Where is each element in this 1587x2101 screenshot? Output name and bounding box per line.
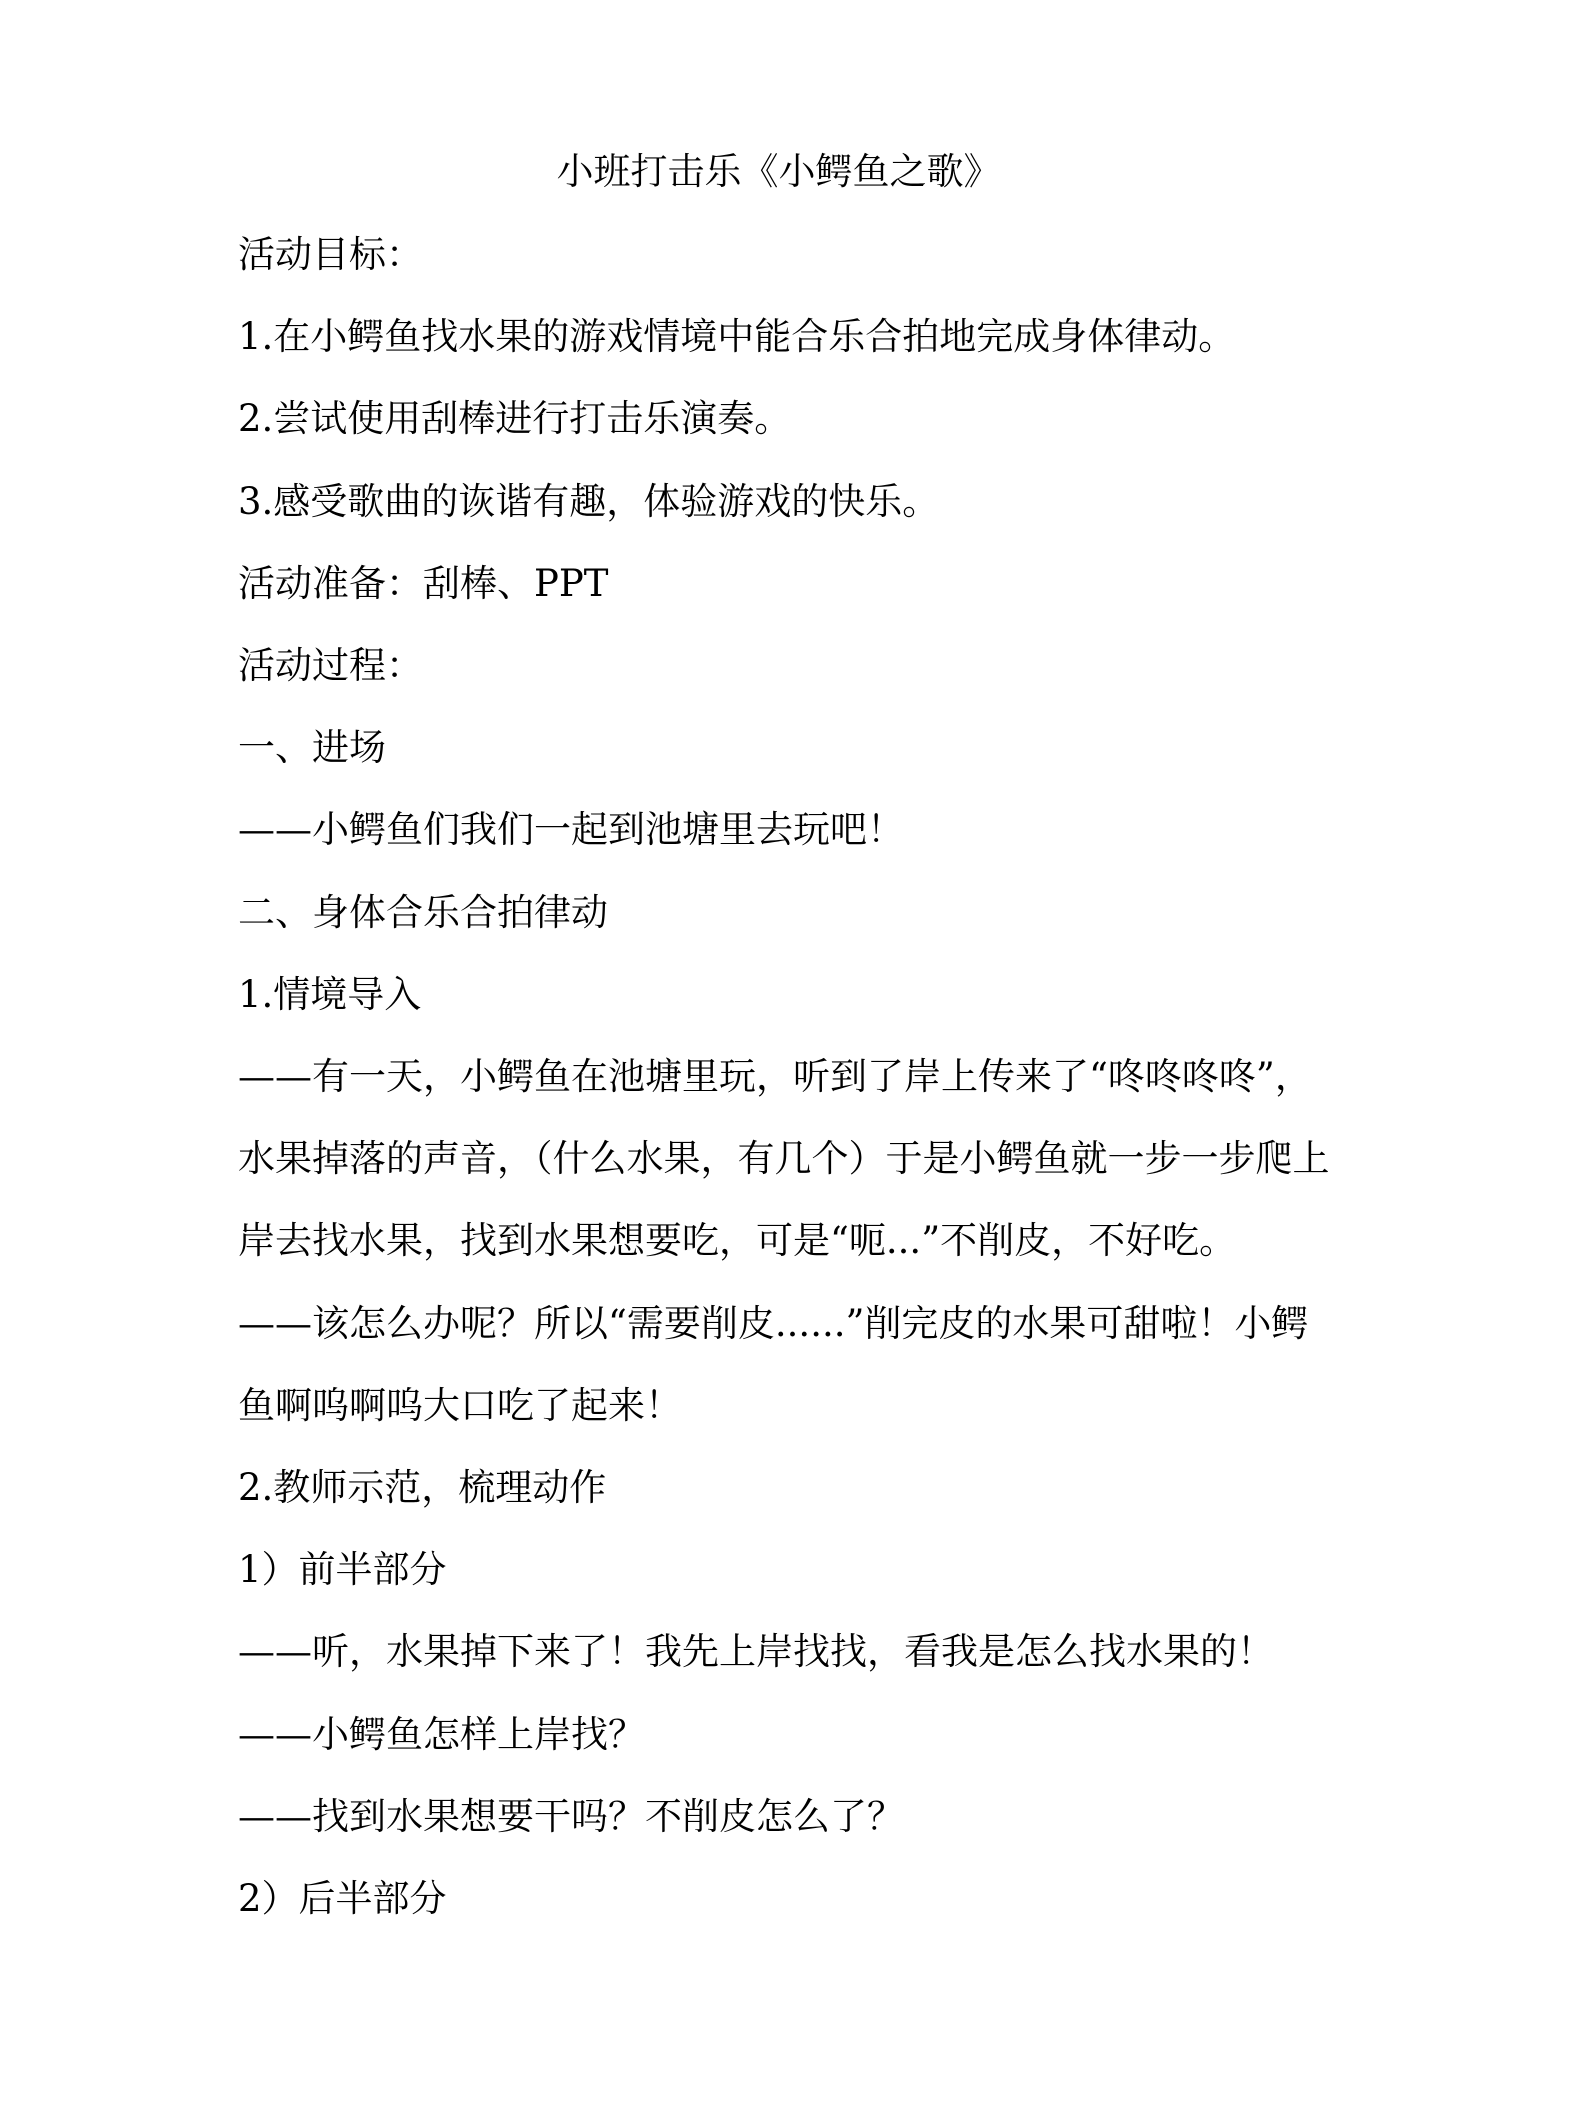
- paragraph-line: 活动过程：: [238, 644, 423, 687]
- paragraph-line: 活动目标：: [238, 233, 423, 276]
- paragraph-line: 1.情境导入: [238, 972, 422, 1016]
- paragraph-line: 3.感受歌曲的诙谐有趣，体验游戏的快乐。: [238, 479, 940, 523]
- paragraph-line: 一、进场: [238, 726, 386, 770]
- document-title: 小班打击乐《小鳄鱼之歌》: [556, 150, 1001, 193]
- paragraph-line: 岸去找水果，找到水果想要吃，可是“呃...”不削皮，不好吃。: [238, 1219, 1237, 1263]
- paragraph-line: 2.尝试使用刮棒进行打击乐演奏。: [238, 397, 792, 441]
- paragraph-line: 活动准备：刮棒、PPT: [238, 561, 609, 605]
- paragraph-line: ——听，水果掉下来了！我先上岸找找，看我是怎么找水果的！: [238, 1630, 1274, 1674]
- paragraph-line: 二、身体合乐合拍律动: [238, 890, 608, 934]
- paragraph-line: ——有一天，小鳄鱼在池塘里玩，听到了岸上传来了“咚咚咚咚”，: [238, 1055, 1312, 1098]
- paragraph-line: 水果掉落的声音，（什么水果，有几个）于是小鳄鱼就一步一步爬上: [238, 1137, 1330, 1181]
- paragraph-line: 1）前半部分: [238, 1548, 447, 1592]
- paragraph-line: ——该怎么办呢？所以“需要削皮......”削完皮的水果可甜啦！小鳄: [238, 1301, 1309, 1345]
- paragraph-line: ——小鳄鱼们我们一起到池塘里去玩吧！: [238, 808, 904, 852]
- paragraph-line: 2）后半部分: [238, 1877, 447, 1920]
- paragraph-line: ——小鳄鱼怎样上岸找？: [238, 1712, 645, 1756]
- paragraph-line: 2.教师示范，梳理动作: [238, 1466, 607, 1509]
- paragraph-line: ——找到水果想要干吗？不削皮怎么了？: [238, 1794, 904, 1838]
- paragraph-line: 1.在小鳄鱼找水果的游戏情境中能合乐合拍地完成身体律动。: [238, 315, 1236, 359]
- paragraph-line: 鱼啊呜啊呜大口吃了起来！: [238, 1383, 682, 1427]
